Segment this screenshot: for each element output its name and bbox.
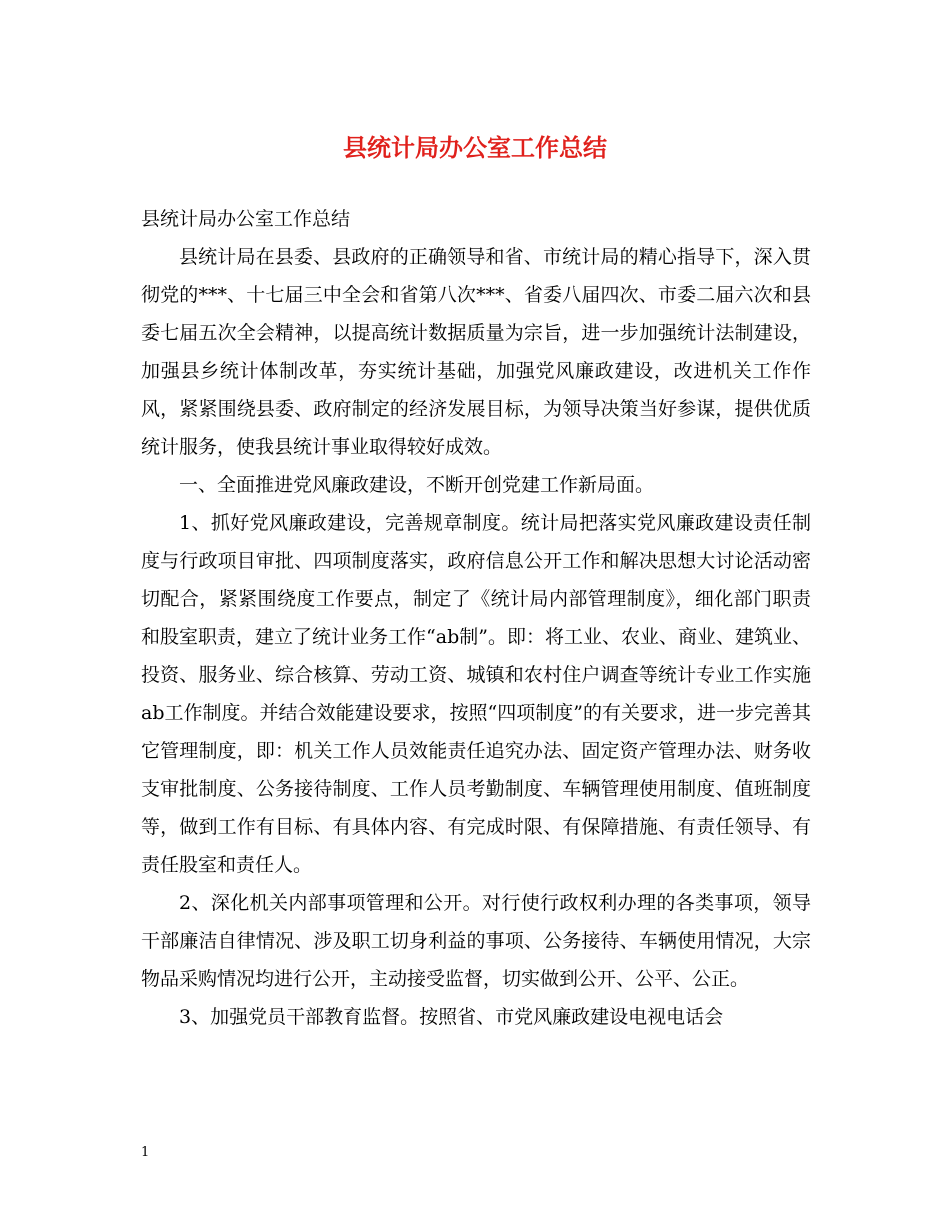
section-heading-1: 一、全面推进党风廉政建设，不断开创党建工作新局面。	[179, 474, 655, 496]
paragraph-intro: 县统计局在县委、县政府的正确领导和省、市统计局的精心指导下，深入贯彻党的***、十七届三中全会和省第八次***、省委八届四次、市委二届六次和县委七届五次全会精神，以提高统计数据质量为宗旨，进一步加强统计法制建设，加强县乡统计体制改革，夯实统计基础，加强党风廉政建设，改进机关工作作风，紧紧围绕县委、政府制定的经济发展目标，为领导决策当好参谋，提供优质统计服务，使我县统计事业取得较好成效。	[141, 246, 811, 458]
body-heading-line: 县统计局办公室工作总结	[141, 208, 351, 230]
document-title: 县统计局办公室工作总结	[343, 134, 607, 162]
paragraph-item-1: 1、抓好党风廉政建设，完善规章制度。统计局把落实党风廉政建设责任制度与行政项目审批、四项制度落实，政府信息公开工作和解决思想大讨论活动密切配合，紧紧围绕度工作要点，制定了《统计局内部管理制度》，细化部门职责和股室职责，建立了统计业务工作“ab制”。即：将工业、农业、商业、建筑业、投资、服务业、综合核算、劳动工资、城镇和农村住户调查等统计专业工作实施ab工作制度。并结合效能建设要求，按照“四项制度”的有关要求，进一步完善其它管理制度，即：机关工作人员效能责任追究办法、固定资产管理办法、财务收支审批制度、公务接待制度、工作人员考勤制度、车辆管理使用制度、值班制度等，做到工作有目标、有具体内容、有完成时限、有保障措施、有责任领导、有责任股室和责任人。	[141, 512, 811, 876]
paragraph-item-3: 3、加强党员干部教育监督。按照省、市党风廉政建设电视电话会	[179, 1006, 724, 1028]
document-body	[141, 200, 811, 1036]
paragraph-item-2: 2、深化机关内部事项管理和公开。对行使行政权利办理的各类事项，领导干部廉洁自律情况、涉及职工切身利益的事项、公务接待、车辆使用情况，大宗物品采购情况均进行公开，主动接受监督，切实做到公开、公平、公正。	[141, 892, 811, 990]
page-number: 1	[141, 1145, 150, 1160]
